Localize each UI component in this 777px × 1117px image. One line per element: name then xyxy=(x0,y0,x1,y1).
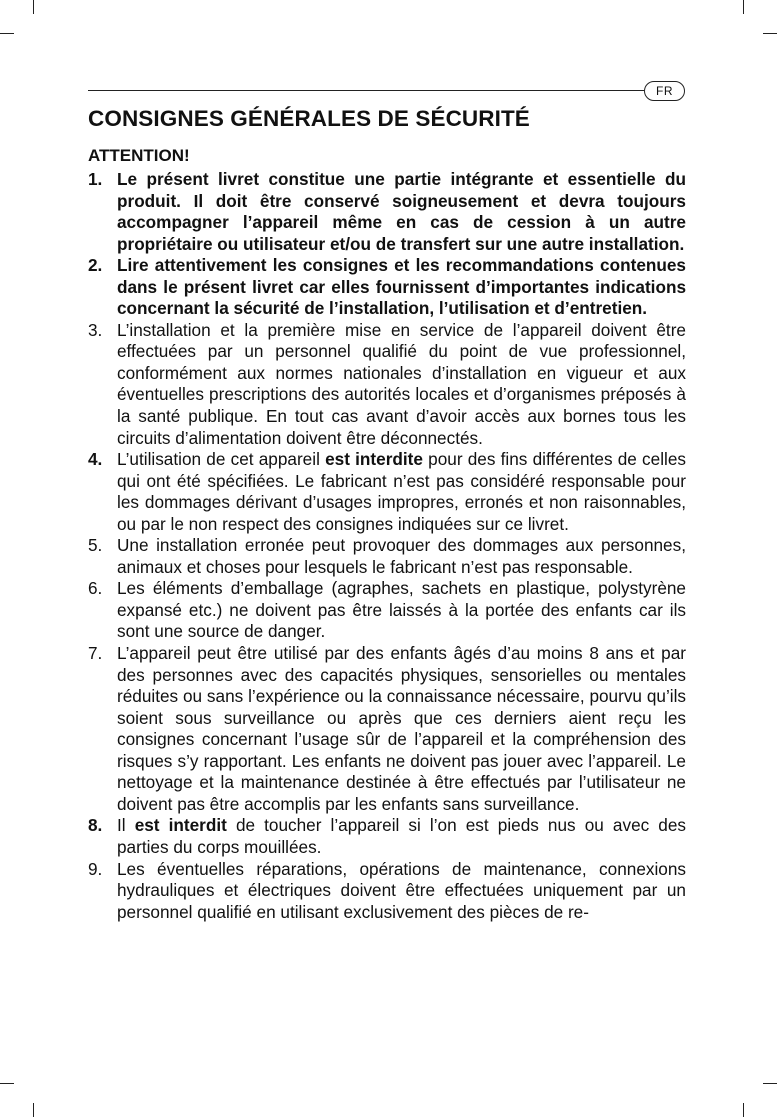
list-item xyxy=(88,578,686,643)
item-text-emphasis: est interdite xyxy=(325,449,423,470)
language-badge: FR xyxy=(644,81,685,101)
item-text-after: de toucher l’appareil si l’on est pieds nus ou avec des parties du corps mouillées. xyxy=(117,815,687,857)
item-text-after: pour des fins différentes de celles qui ont été spécifiées. Le fabricant n’est pas considéré responsable pour les dommages dérivant d’usages impropres, erronés et non raisonnables, ou par le non respect des consignes indiquées sur ce livret. xyxy=(117,449,687,534)
item-text: Une installation erronée peut provoquer des dommages aux personnes, animaux et choses pour lesquels le fabricant n’est pas responsable. xyxy=(117,535,686,577)
safety-instructions-list xyxy=(88,169,686,923)
item-number: 5. xyxy=(88,535,103,556)
item-text: Les éventuelles réparations, opérations de maintenance, connexions hydrauliques et électriques doivent être effectuées uniquement par un personnel qualifié en utilisant exclusivement des pièces de re- xyxy=(117,858,686,922)
item-text-before: L’utilisation de cet appareil xyxy=(117,449,326,470)
item-number: 1. xyxy=(88,169,103,189)
item-text-before: Il xyxy=(117,815,135,836)
list-item xyxy=(88,255,686,320)
list-item xyxy=(88,449,686,535)
crop-mark-bottom-right xyxy=(743,1103,744,1117)
crop-mark-left-bottom xyxy=(0,1083,14,1084)
item-text-emphasis: est interdit xyxy=(134,815,227,836)
list-item xyxy=(88,169,686,255)
item-text: Lire attentivement les consignes et les recommandations contenues dans le présent livret car elles fournissent d’importantes indications concernant la sécurité de l’installation, l’utilisation et d’entretien. xyxy=(117,255,686,319)
item-number: 7. xyxy=(88,643,103,664)
item-number: 3. xyxy=(88,319,103,340)
item-text: L’installation et la première mise en service de l’appareil doivent être effectuées par un personnel qualifié du point de vue professionnel, conformément aux normes nationales d’installation en vigueur et aux éventuelles prescriptions des autorités locales et d’organismes préposés à la santé publique. En tout cas avant d’avoir accès aux bornes tous les circuits d’alimentation doivent être déconnectés. xyxy=(117,319,686,448)
crop-mark-bottom-left xyxy=(33,1103,34,1117)
crop-mark-top-left xyxy=(33,0,34,14)
crop-mark-right-top xyxy=(763,33,777,34)
list-item xyxy=(88,320,686,449)
item-number: 4. xyxy=(88,449,103,470)
list-item xyxy=(88,643,686,815)
item-text: Le présent livret constitue une partie intégrante et essentielle du produit. Il doit être conservé soigneusement et devra toujours accompagner l’appareil même en cas de cession à un autre propriétaire ou utilisateur et/ou de transfert sur une autre installation. xyxy=(117,169,686,254)
list-item xyxy=(88,815,686,858)
attention-heading: ATTENTION! xyxy=(88,146,190,165)
item-text: Les éléments d’emballage (agraphes, sachets en plastique, polystyrène expansé etc.) ne doivent pas être laissés à la portée des enfants car ils sont une source de danger. xyxy=(117,578,686,642)
list-item xyxy=(88,535,686,578)
item-number: 6. xyxy=(88,578,103,599)
crop-mark-right-bottom xyxy=(763,1083,777,1084)
item-number: 2. xyxy=(88,255,103,276)
header-rule xyxy=(88,90,644,91)
item-number: 9. xyxy=(88,858,103,879)
list-item xyxy=(88,859,686,924)
page-title: CONSIGNES GÉNÉRALES DE SÉCURITÉ xyxy=(88,106,530,131)
item-text: L’appareil peut être utilisé par des enfants âgés d’au moins 8 ans et par des personnes avec des capacités physiques, sensorielles ou mentales réduites ou sans l’expérience ou la connaissance nécessaire, pourvu qu’ils soient sous surveillance ou après que ces derniers aient reçu les consignes concernant l’usage sûr de l’appareil et la compréhension des risques s’y rapportant. Les enfants ne doivent pas jouer avec l’appareil. Le nettoyage et la maintenance destinée à être effectués par l’utilisateur ne doivent pas être accomplis par les enfants sans surveillance. xyxy=(117,643,686,814)
item-number: 8. xyxy=(88,815,103,836)
crop-mark-top-right xyxy=(743,0,744,14)
crop-mark-left-top xyxy=(0,33,14,34)
